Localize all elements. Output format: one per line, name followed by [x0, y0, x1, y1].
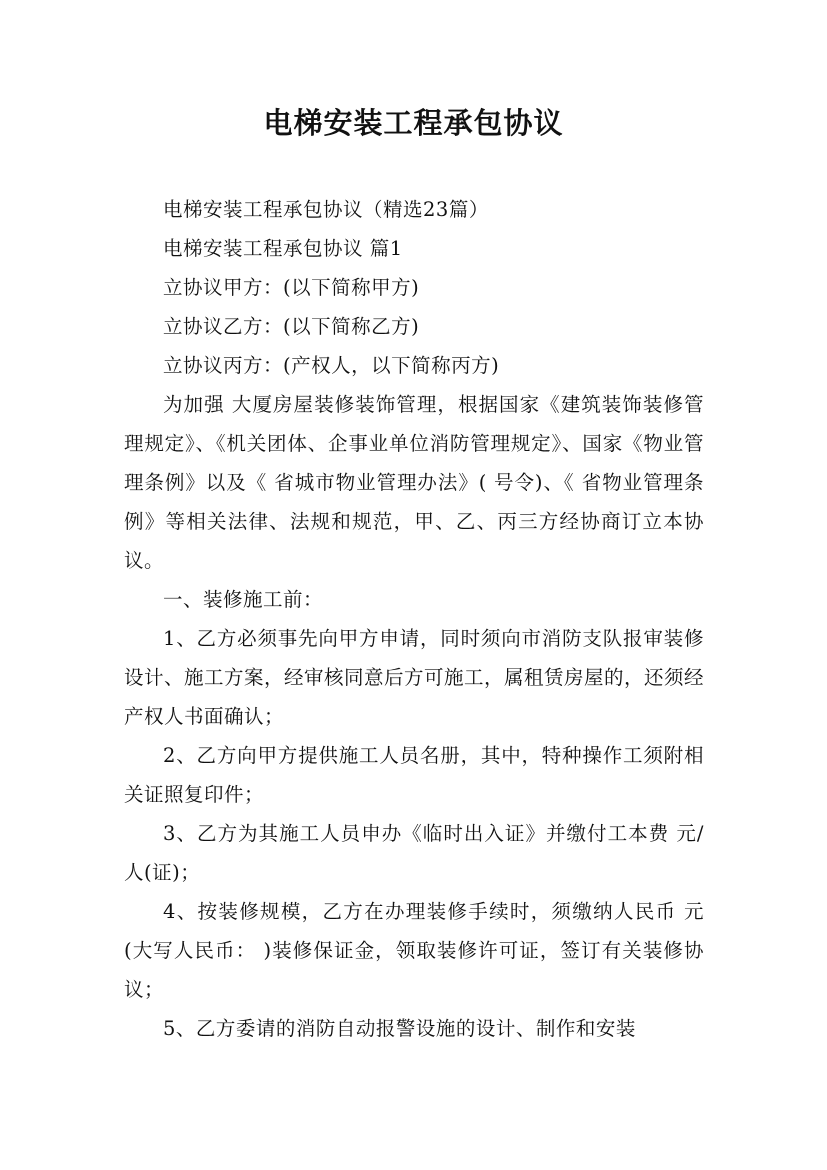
paragraph-clause-2: 2、乙方向甲方提供施工人员名册，其中，特种操作工须附相关证照复印件；: [124, 744, 704, 806]
paragraph-party-c: 立协议丙方：(产权人，以下简称丙方): [163, 354, 500, 377]
paragraph-clause-5: 5、乙方委请的消防自动报警设施的设计、制作和安装: [163, 1017, 636, 1040]
paragraph-preamble: 为加强 大厦房屋装修装饰管理，根据国家《建筑装饰装修管理规定》、《机关团体、企事业单位消防管理规定》、国家《物业管理条例》以及《 省城市物业管理办法》( 号令)、《 省物业管理条例》等相关法律、法规和规范，甲、乙、丙三方经协商订立本协议。: [124, 393, 704, 572]
paragraph-section-heading: 电梯安装工程承包协议 篇1: [163, 237, 403, 260]
paragraph-clause-1: 1、乙方必须事先向甲方申请，同时须向市消防支队报审装修设计、施工方案，经审核同意后方可施工，属租赁房屋的，还须经产权人书面确认；: [124, 627, 705, 728]
paragraph-clause-3: 3、乙方为其施工人员申办《临时出入证》并缴付工本费 元/人(证)；: [124, 822, 704, 884]
document-body: [124, 190, 704, 1048]
paragraph-subtitle: 电梯安装工程承包协议（精选23篇）: [163, 198, 489, 221]
paragraph-clause-4: 4、按装修规模，乙方在办理装修手续时，须缴纳人民币 元(大写人民币： )装修保证金，领取装修许可证，签订有关装修协议；: [124, 900, 704, 1001]
paragraph-party-a: 立协议甲方：(以下简称甲方): [163, 276, 420, 299]
paragraph-clause-heading: 一、装修施工前：: [163, 588, 324, 611]
paragraph-party-b: 立协议乙方：(以下简称乙方): [163, 315, 420, 338]
document-title: 电梯安装工程承包协议: [263, 106, 564, 140]
